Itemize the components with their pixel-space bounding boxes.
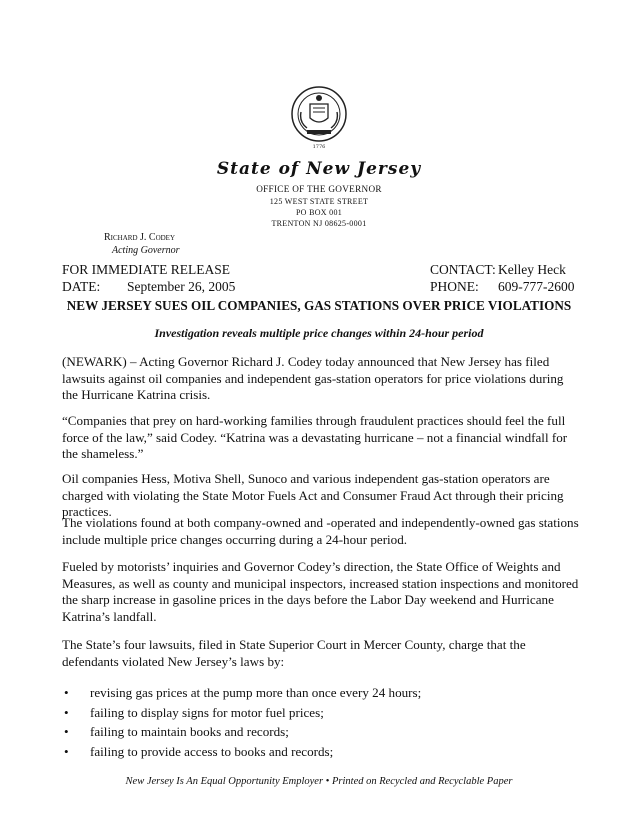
list-item: • failing to maintain books and records; <box>62 722 582 742</box>
date-value: September 26, 2005 <box>127 279 236 294</box>
office-name: OFFICE OF THE GOVERNOR <box>256 184 382 194</box>
state-title: State of New Jersey <box>216 159 422 179</box>
office-po-box: PO BOX 001 <box>295 208 343 217</box>
paragraph: “Companies that prey on hard-working families through fraudulent practices should feel the full force of the law,” said Codey. “Katrina was a devastating hurricane – not a financial windfall for the shameless.” <box>62 413 568 461</box>
release-label: FOR IMMEDIATE RELEASE <box>62 262 230 277</box>
phone-value: 609-777-2600 <box>498 279 575 294</box>
paragraph: Fueled by motorists’ inquiries and Governor Codey’s direction, the State Office of Weights and Measures, as well as county and municipal inspectors, increased station inspections and monitored the sharp increase in gasoline prices in the days before the Labor Day weekend and Hurricane Katrina’s landfall. <box>62 559 579 624</box>
violations-list <box>62 683 582 761</box>
phone-label: PHONE: <box>430 279 479 294</box>
subheadline: Investigation reveals multiple price changes within 24-hour period <box>154 326 484 340</box>
paragraph: (NEWARK) – Acting Governor Richard J. Codey today announced that New Jersey has filed lawsuits against oil companies and independent gas-station operators for price violations during the Hurricane Katrina crisis. <box>62 354 564 402</box>
list-item: • failing to display signs for motor fuel prices; <box>62 703 582 723</box>
state-seal-icon <box>291 84 347 152</box>
svg-text:1776: 1776 <box>312 144 326 150</box>
paragraph: Oil companies Hess, Motiva Shell, Sunoco and various independent gas-station operators are charged with violating the State Motor Fuels Act and Consumer Fraud Act through their pricing practices. <box>62 471 564 519</box>
date-label: DATE: <box>62 279 101 294</box>
contact-value: Kelley Heck <box>498 262 566 277</box>
office-address: 125 WEST STATE STREET <box>269 197 369 206</box>
contact-label: CONTACT: <box>430 262 496 277</box>
footer-note: New Jersey Is An Equal Opportunity Employer • Printed on Recycled and Recyclable Paper <box>125 776 513 787</box>
paragraph: The State’s four lawsuits, filed in State Superior Court in Mercer County, charge that the defendants violated New Jersey’s laws by: <box>62 637 526 669</box>
paragraph: The violations found at both company-owned and -operated and independently-owned gas stations include multiple price changes occurring during a 24-hour period. <box>62 515 579 547</box>
headline: NEW JERSEY SUES OIL COMPANIES, GAS STATIONS OVER PRICE VIOLATIONS <box>66 298 572 313</box>
governor-title: Acting Governor <box>112 245 180 256</box>
office-city: TRENTON NJ 08625-0001 <box>271 219 367 228</box>
governor-name: Richard J. Codey <box>104 232 176 243</box>
list-item: • revising gas prices at the pump more than once every 24 hours; <box>62 683 582 703</box>
list-item: • failing to provide access to books and records; <box>62 742 582 762</box>
